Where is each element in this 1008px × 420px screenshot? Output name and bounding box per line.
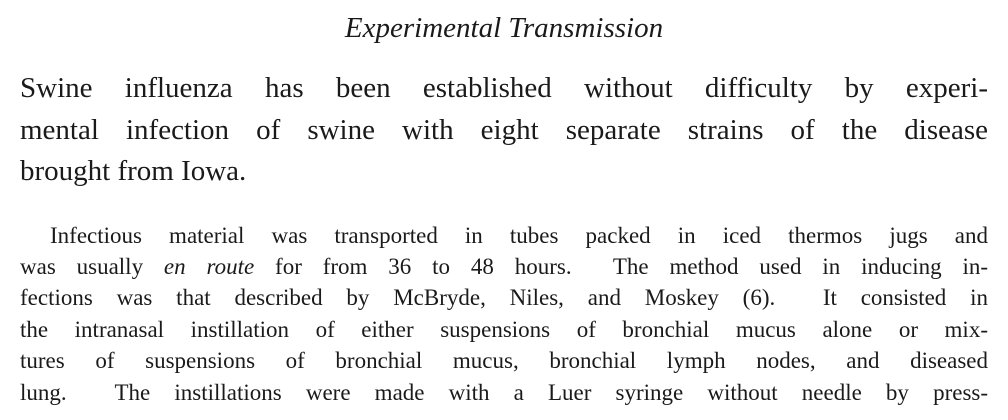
body-line-6: lung. The instillations were made with a Luer syringe without needle by press- bbox=[20, 380, 988, 405]
body-line-2-text-b: for from 36 to 48 hours. The method used in inducing in- bbox=[254, 254, 988, 279]
section-heading: Experimental Transmission bbox=[344, 12, 664, 44]
lead-line-1: Swine influenza has been established without difficulty by experi- bbox=[20, 72, 988, 104]
body-line-4: the intranasal instillation of either suspensions of bronchial mucus alone or mix- bbox=[20, 317, 988, 342]
body-line-2-italic: en route bbox=[163, 254, 255, 279]
lead-line-3: brought from Iowa. bbox=[20, 155, 247, 187]
body-line-2-text-a: was usually bbox=[20, 254, 164, 279]
lead-line-2: mental infection of swine with eight separate strains of the disease bbox=[20, 114, 988, 146]
body-line-5: tures of suspensions of bronchial mucus, bronchial lymph nodes, and diseased bbox=[20, 348, 988, 373]
body-line-2 bbox=[20, 251, 988, 282]
body-line-1: Infectious material was transported in tubes packed in iced thermos jugs and bbox=[50, 223, 988, 248]
body-line-3: fections was that described by McBryde, Niles, and Moskey (6). It consisted in bbox=[20, 285, 988, 310]
